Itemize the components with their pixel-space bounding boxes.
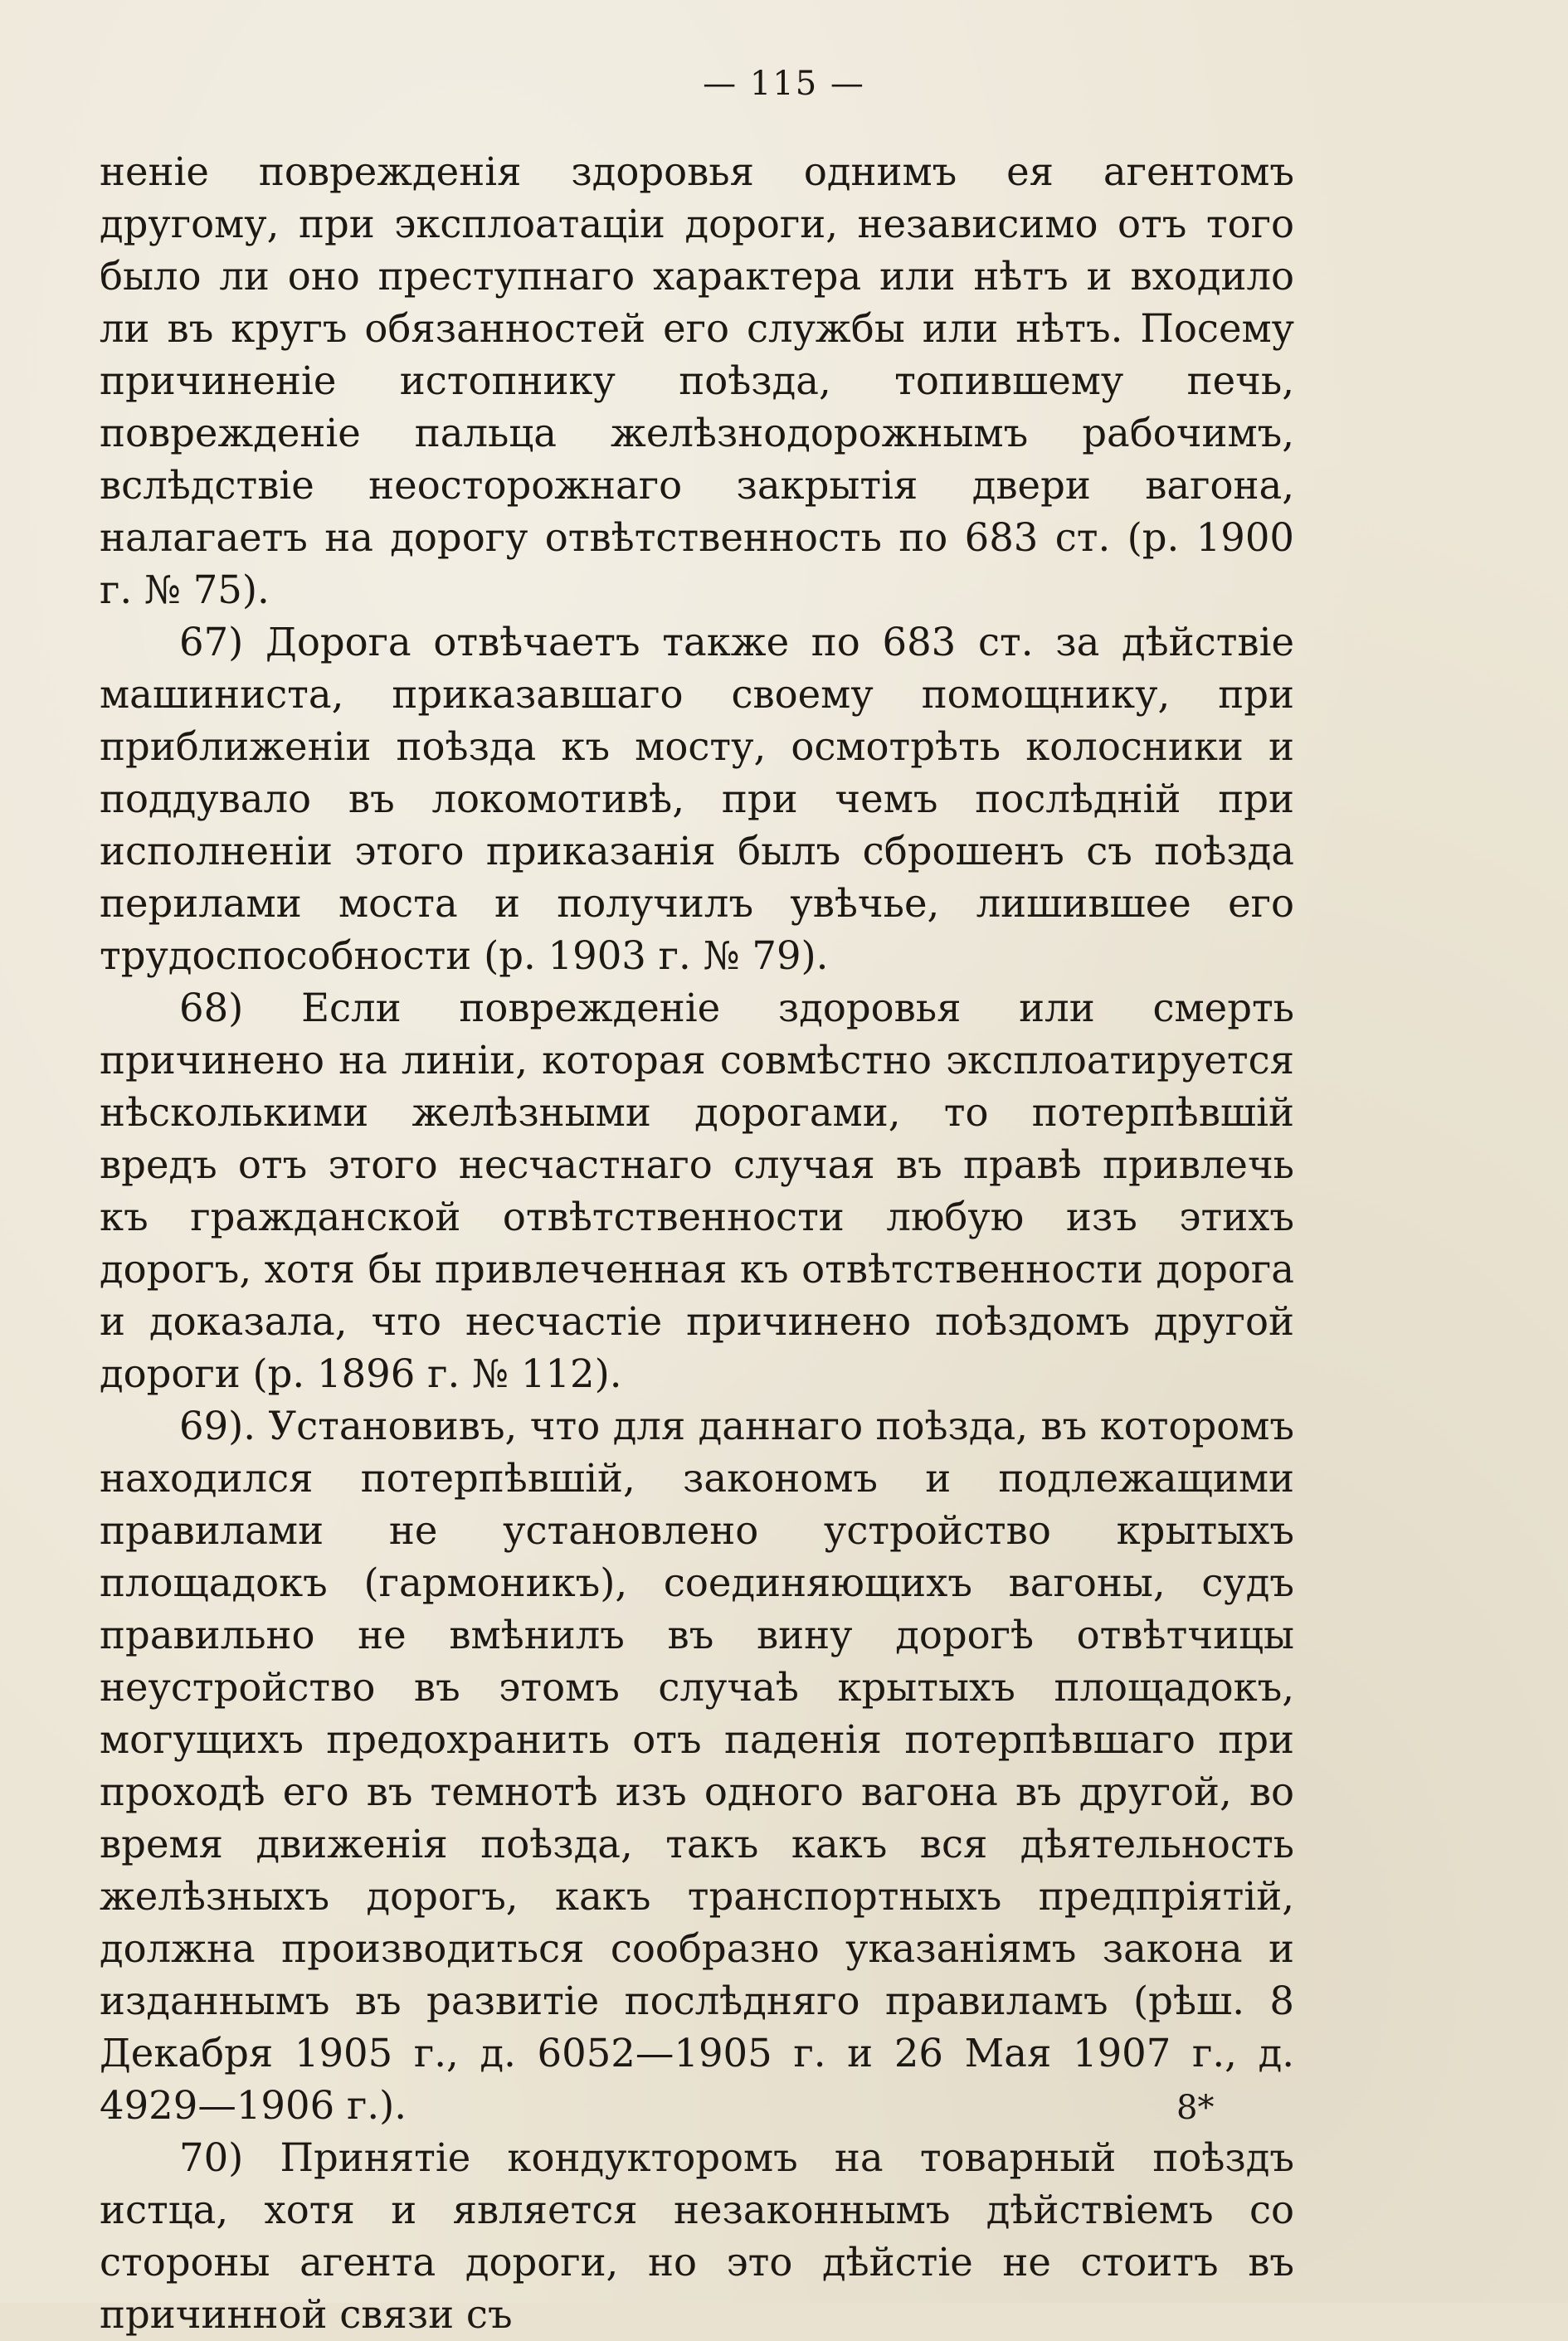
paragraph-70: 70) Принятіе кондукторомъ на товарный поѣздъ истца, хотя и является незаконнымъ дѣйствіемъ со стороны агента дороги, но это дѣйстіе не стоитъ въ причинной связи съ [100, 2135, 1294, 2337]
paragraph-68: 68) Если поврежденіе здоровья или смерть причинено на линіи, которая совмѣстно эксплоатируется нѣсколькими желѣзными дорогами, то потерпѣвшій вредъ отъ этого несчастнаго случая въ правѣ привлечь къ гражданской отвѣтственности любую изъ этихъ дорогъ, хотя бы привлеченная къ отвѣтственности дорога и доказала, что несчастіе причинено поѣздомъ другой дороги (р. 1896 г. № 112). [100, 986, 1294, 1396]
paragraph-69: 69). Установивъ, что для даннаго поѣзда, въ которомъ находился потерпѣвшій, закономъ и подлежащими правилами не установлено устройство крытыхъ площадокъ (гармоникъ), соединяющихъ вагоны, судъ правильно не вмѣнилъ въ вину дорогѣ отвѣтчицы неустройство въ этомъ случаѣ крытыхъ площадокъ, могущихъ предохранить отъ паденія потерпѣвшаго при проходѣ его въ темнотѣ изъ одного вагона въ другой, во время движенія поѣзда, такъ какъ вся дѣятельность желѣзныхъ дорогъ, какъ транспортныхъ предпріятій, должна производиться сообразно указаніямъ закона и изданнымъ въ развитіе послѣдняго правиламъ (рѣш. 8 Декабря 1905 г., д. 6052—1905 г. и 26 Мая 1907 г., д. 4929—1906 г.). [100, 1404, 1294, 2128]
paragraph-continuation: неніе поврежденія здоровья однимъ ея агентомъ другому, при эксплоатаціи дороги, независимо отъ того было ли оно преступнаго характера или нѣтъ и входило ли въ кругъ обязанностей его службы или нѣтъ. Посему причиненіе истопнику поѣзда, топившему печь, поврежденіе пальца желѣзнодорожнымъ рабочимъ, вслѣдствіе неосторожнаго закрытія двери вагона, налагаетъ на дорогу отвѣтственность по 683 ст. (р. 1900 г. № 75). [100, 149, 1294, 612]
paragraph-67: 67) Дорога отвѣчаетъ также по 683 ст. за дѣйствіе машиниста, приказавшаго своему помощнику, при приближеніи поѣзда къ мосту, осмотрѣть колосники и поддувало въ локомотивѣ, при чемъ послѣдній при исполненіи этого приказанія былъ сброшенъ съ поѣзда перилами моста и получилъ увѣчье, лишившее его трудоспособности (р. 1903 г. № 79). [100, 620, 1294, 978]
signature-mark: 8* [1176, 2089, 1215, 2127]
page-number: — 115 — [703, 65, 865, 103]
body-text [100, 146, 1294, 2341]
